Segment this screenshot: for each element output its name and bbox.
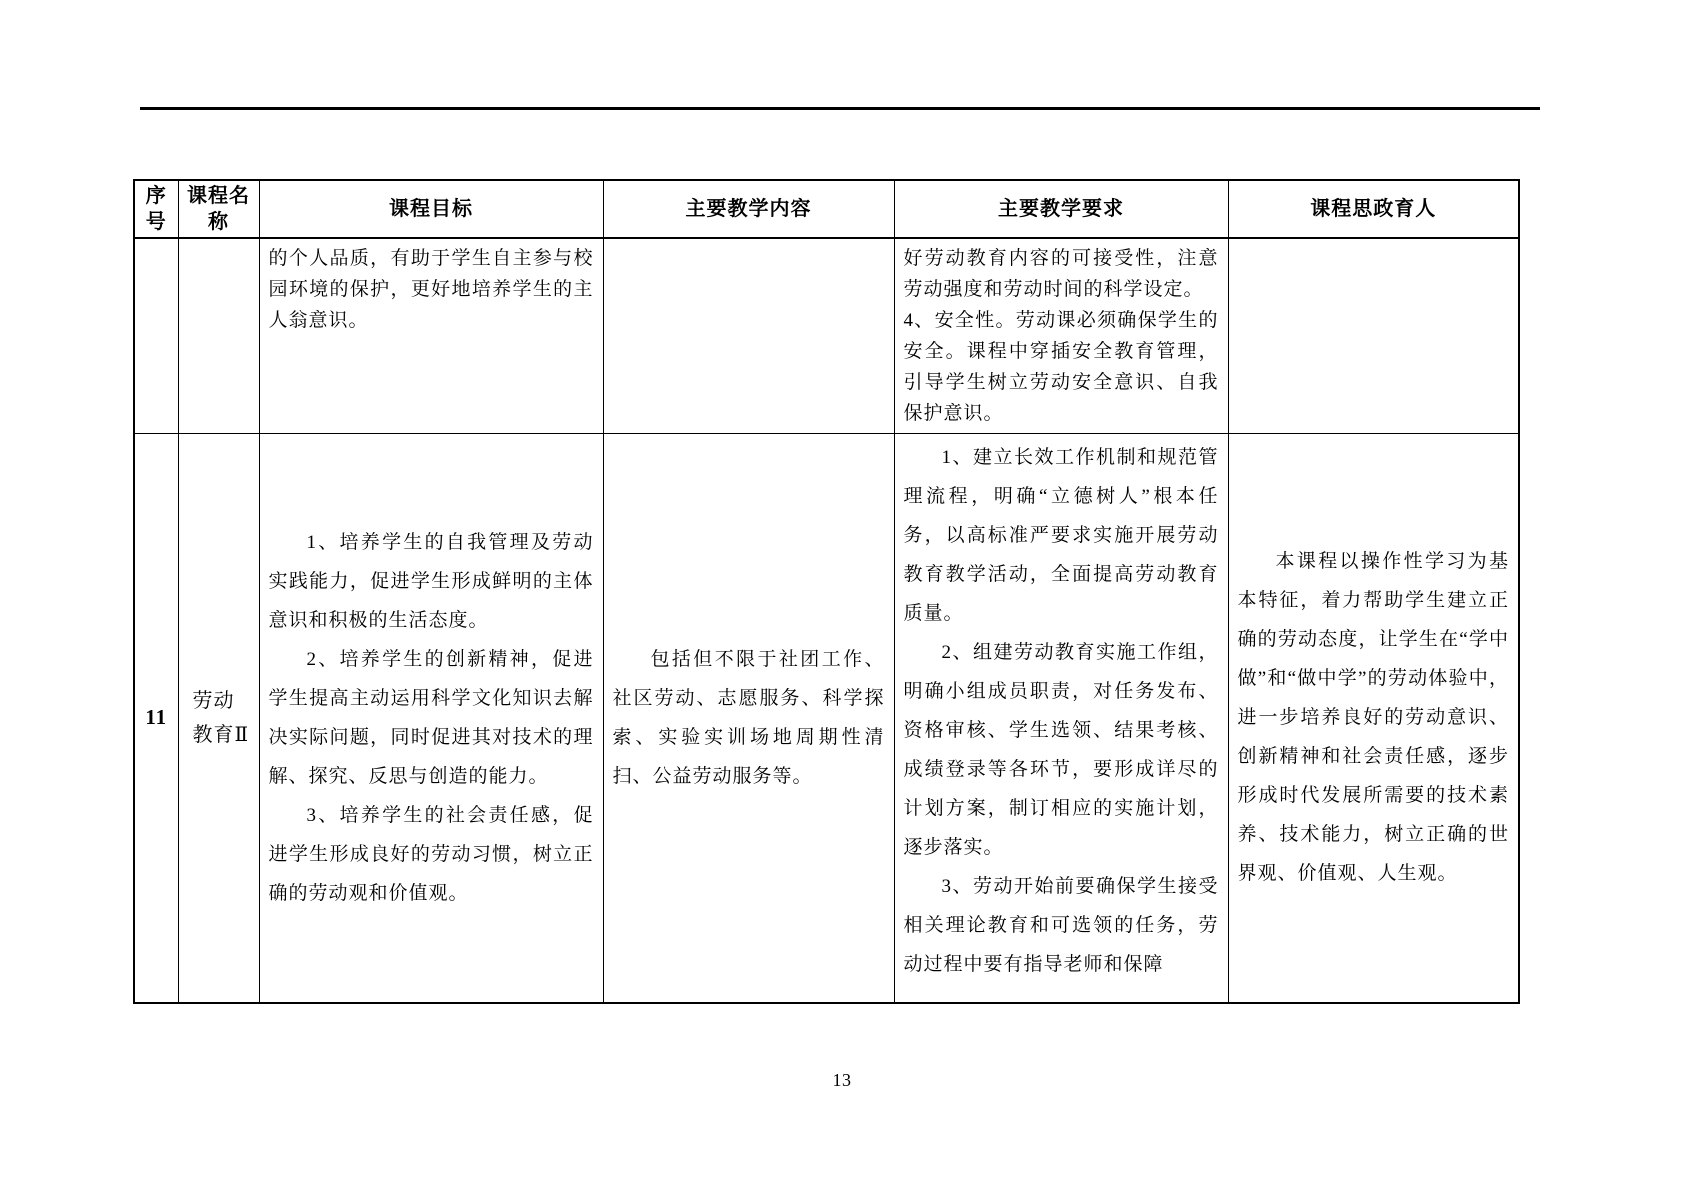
cell-requirements-continuation (894, 238, 1228, 434)
cell-course-name: 劳动教育Ⅱ (178, 434, 259, 1003)
cell-course-name-empty (178, 238, 259, 434)
requirements-paragraph: 2、组建劳动教育实施工作组，明确小组成员职责，对任务发布、资格审核、学生选领、结果考核、成绩登录等各环节，要形成详尽的计划方案，制订相应的实施计划，逐步落实。 (903, 642, 1219, 858)
requirements-paragraph: 4、安全性。劳动课必须确保学生的安全。课程中穿插安全教育管理，引导学生树立劳动安全意识、自我保护意识。 (903, 310, 1219, 424)
cell-ideology-empty (1228, 238, 1519, 434)
content-paragraph: 包括但不限于社团工作、社区劳动、志愿服务、科学探索、实验实训场地周期性清扫、公益劳动服务等。 (612, 648, 885, 787)
ideology-paragraph: 本课程以操作性学习为基本特征，着力帮助学生建立正确的劳动态度，让学生在“学中做”和“做中学”的劳动体验中，进一步培养良好的劳动意识、创新精神和社会责任感，逐步形成时代发展所需要的技术素养、技术能力，树立正确的世界观、价值观、人生观。 (1237, 551, 1509, 885)
cell-requirements (894, 434, 1228, 1003)
table-row-11 (134, 434, 1519, 1003)
requirements-paragraph: 1、建立长效工作机制和规范管理流程，明确“立德树人”根本任务，以高标准严要求实施开展劳动教育教学活动，全面提高劳动教育质量。 (903, 447, 1219, 624)
cell-content-empty (603, 238, 894, 434)
cell-ideology (1228, 434, 1519, 1003)
cell-objectives-continuation (259, 238, 603, 434)
cell-objectives (259, 434, 603, 1003)
cell-serial-empty (134, 238, 178, 434)
header-course-name: 课程名称 (178, 180, 259, 238)
requirements-paragraph: 3、劳动开始前要确保学生接受相关理论教育和可选领的任务，劳动过程中要有指导老师和保障 (903, 876, 1219, 975)
header-ideology: 课程思政育人 (1228, 180, 1519, 238)
objectives-paragraph: 3、培养学生的社会责任感，促进学生形成良好的劳动习惯，树立正确的劳动观和价值观。 (268, 804, 594, 904)
header-requirements: 主要教学要求 (894, 180, 1228, 238)
page-number: 13 (832, 1070, 852, 1090)
requirements-paragraph: 好劳动教育内容的可接受性，注意劳动强度和劳动时间的科学设定。 (903, 248, 1219, 300)
header-serial: 序号 (134, 180, 178, 238)
objectives-paragraph: 2、培养学生的创新精神，促进学生提高主动运用科学文化知识去解决实际问题，同时促进其对技术的理解、探究、反思与创造的能力。 (268, 648, 594, 787)
course-table (133, 179, 1520, 1004)
objectives-paragraph: 的个人品质，有助于学生自主参与校园环境的保护，更好地培养学生的主人翁意识。 (268, 248, 594, 331)
table-row-continuation (134, 238, 1519, 434)
table-header-row (134, 180, 1519, 238)
header-objectives: 课程目标 (259, 180, 603, 238)
objectives-paragraph: 1、培养学生的自我管理及劳动实践能力，促进学生形成鲜明的主体意识和积极的生活态度。 (268, 531, 594, 631)
header-rule (140, 107, 1540, 110)
cell-content (603, 434, 894, 1003)
header-content: 主要教学内容 (603, 180, 894, 238)
cell-serial: 11 (134, 434, 178, 1003)
